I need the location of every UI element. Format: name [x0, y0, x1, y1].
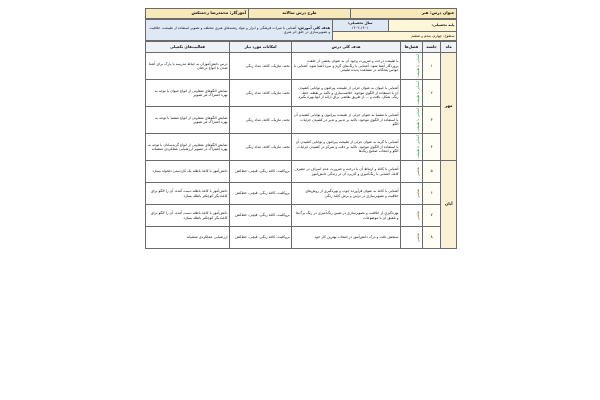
col-month: ماه: [441, 42, 457, 53]
activities-cell: دانش‌آموز با کاغذ باطله یک کاردستی دلخواه بسازد: [146, 161, 230, 183]
col-materials: امکانات مورد نیاز: [230, 42, 292, 53]
table-row: [146, 205, 457, 227]
chapter-label: آشنایی با طبیعت: [415, 54, 420, 78]
session-cell: ۷: [422, 205, 441, 227]
chapter-cell: [401, 161, 423, 183]
materials-cell: تخته، ماژیک، کاغذ، مداد رنگی: [230, 80, 292, 107]
activities-cell: نمایش الگوهای متفاوتی از انواع مشتیا با توجه به بهره اشتراک هر تصویر: [146, 107, 230, 134]
activities-cell: ارزشیابی عملکردی منشیانه: [146, 227, 230, 249]
chapter-cell: [401, 107, 423, 134]
month-cell: آبان: [441, 161, 457, 249]
month-cell: مهر: [441, 53, 457, 161]
goal-cell: آشنایی با کاغذ و ارتباط آن با درخت و ضرورت عدم اسراف در مصرف کاغذ. آشنایی با رنگ‌آمیزی و کاربرد آن در زندگی دانش‌آموز: [292, 161, 401, 183]
chapter-cell: [401, 53, 423, 80]
materials-cell: تخته، ماژیک، کاغذ، مداد رنگی: [230, 53, 292, 80]
goal-cell: با طبیعت درخت و ضرورت وجود آن به عنوان بخشی از خلقت پروردگار آشنا شود. آشنایی با رنگ‌های گرم و سرد آشنا شود. آشنایی با حواس پنجگانه در مشاهده پدیده طبیعی: [292, 53, 401, 80]
chapter-cell: [401, 205, 423, 227]
chapter-label: نقاشی: [415, 233, 420, 243]
year-value: ۱۴۰۲-۱۴۰۱: [351, 25, 369, 30]
session-cell: ۲: [422, 80, 441, 107]
table-row: [146, 80, 457, 107]
general-goal-label: هدف کلی آموزش:: [297, 25, 331, 30]
lesson-plan-page: [145, 8, 457, 392]
chapter-label: آشنایی با طبیعت: [415, 108, 420, 132]
materials-cell: تخته، ماژیک، کاغذ، مداد رنگی: [230, 134, 292, 161]
session-cell: ۵: [422, 161, 441, 183]
goal-cell: بهره‌گیری از خلاقیت و تصویرسازی در تعیین رنگ‌آمیزی در رنگ برگ‌ها و تلفیق آن با موضوعات: [292, 205, 401, 227]
chapter-label: آشنایی با طبیعت: [415, 135, 420, 159]
activities-cell: نمایش الگوهای متفاوتی از انواع گربه‌سانان با توجه به بهره اشتراک در تصویر ارزشیابی عملکردی منشیانه: [146, 134, 230, 161]
year-cell: [332, 20, 388, 32]
col-activities: فعالیت‌های تکمیلی: [146, 42, 230, 53]
chapter-label: آشنایی با طبیعت: [415, 81, 420, 105]
col-session: جلسه: [422, 42, 441, 53]
general-goal-cell: [146, 20, 333, 41]
materials-cell: بروکلیت، کاغذ رنگی، قیچی، خط‌کش: [230, 183, 292, 205]
plan-table: [145, 41, 457, 249]
table-row: [146, 134, 457, 161]
table-row: [146, 183, 457, 205]
table-row: [146, 161, 457, 183]
goal-cell: آشنایی با گربه به عنوان جزئی از طبیعت پیرامون و توانایی کشیدن آن با استفاده از الگوی موجود. تاکید بر دقت و تمرکز در کشیدن جزئیات الگو و انتخاب صحیح رنگ‌ها: [292, 134, 401, 161]
chapter-label: نقاشی: [415, 189, 420, 199]
materials-cell: بروکلیت، کاغذ رنگی، قیچی، خط‌کش: [230, 205, 292, 227]
table-row: [146, 107, 457, 134]
session-cell: ۳: [422, 107, 441, 134]
materials-cell: بروکلیت، کاغذ رنگی، قیچی، خط‌کش: [230, 161, 292, 183]
levels-label: سطوح: چهارم، پنجم و ششم: [332, 32, 456, 41]
column-header-row: [146, 42, 457, 53]
goal-cell: آشنایی با حیوان به عنوان جزئی از طبیعت پیرامون و توانایی کشیدن آن با استفاده از الگوی موجود. خلاصه‌سازی و تاکید بر نقطه، خط، رنگ، شکل، بافت و ... از طریق نقاشی برای ارائه از آنها بهره بگیرد.: [292, 80, 401, 107]
goal-cell: آشنایی با کاغذ به عنوان فرآورده چوب و بهره‌گیری از روش‌های خلاقیت و تصویرسازی در تزئین و برش کاغذ رنگی: [292, 183, 401, 205]
session-cell: ۸: [422, 227, 441, 249]
session-cell: ۶: [422, 183, 441, 205]
table-row: [146, 53, 457, 80]
table-row: [146, 227, 457, 249]
chapter-cell: [401, 134, 423, 161]
chapter-label: نقاشی: [415, 167, 420, 177]
activities-cell: درس دانش‌آموزان به حیاط مدرسه یا پارک برای آشنا شدن با انواع درختان: [146, 53, 230, 80]
general-goal-text: آشنایی با میراث فرهنگی و ابزار و مواد رشته‌های هنری مختلف و تصویر استفاده از طبیعت، خلاقیت و تصویرسازی در خلق اثر هنری: [149, 25, 331, 35]
year-label: سال تحصیلی:: [347, 21, 373, 25]
chapter-cell: [401, 183, 423, 205]
materials-cell: بروکلیت، کاغذ رنگی، قیچی، خط‌کش: [230, 227, 292, 249]
session-cell: ۴: [422, 134, 441, 161]
course-title: عنوان درس: هنر: [351, 9, 457, 19]
materials-cell: تخته، ماژیک، کاغذ، مداد رنگی: [230, 107, 292, 134]
activities-cell: دانش‌آموز با کاغذ باطله دست آمده، آن را الگو برای کاغذ‌دیگر کوچکتر باطله بسازد: [146, 205, 230, 227]
goal-cell: آشنایی با مشتیا به عنوان جزئی از طبیعت پیرامون و توانایی کشیدن آن با استفاده از الگوی موجود. تاکید بر تدبیر و تدبر در کشیدن جزئیات الگو: [292, 107, 401, 134]
chapter-cell: [401, 80, 423, 107]
col-chapter: فصل‌ها: [401, 42, 423, 53]
grade-label: پایه تحصیلی:: [388, 20, 456, 32]
col-goal: هدف کلی درس: [292, 42, 401, 53]
session-cell: ۱: [422, 53, 441, 80]
activities-cell: دانش‌آموز با کاغذ باطله دست آمده، آن را الگو برای کاغذ‌دیگر کوچکتر باطله بسازد: [146, 183, 230, 205]
goal-cell: سنجش دقت و درک دانش‌آموز در انتخاب بهترین کار خود: [292, 227, 401, 249]
header-info-table: [145, 19, 457, 41]
lesson-plan-title: طرح درس سالانه: [248, 9, 351, 19]
chapter-cell: [401, 227, 423, 249]
header-table: [145, 8, 457, 19]
teacher-name: آموزگار: محمدرضا زحمتکش: [146, 9, 249, 19]
chapter-label: نقاشی: [415, 211, 420, 221]
activities-cell: نمایش الگوهای متفاوتی از انواع حیوان با توجه به بهره اشتراک هر تصویر: [146, 80, 230, 107]
